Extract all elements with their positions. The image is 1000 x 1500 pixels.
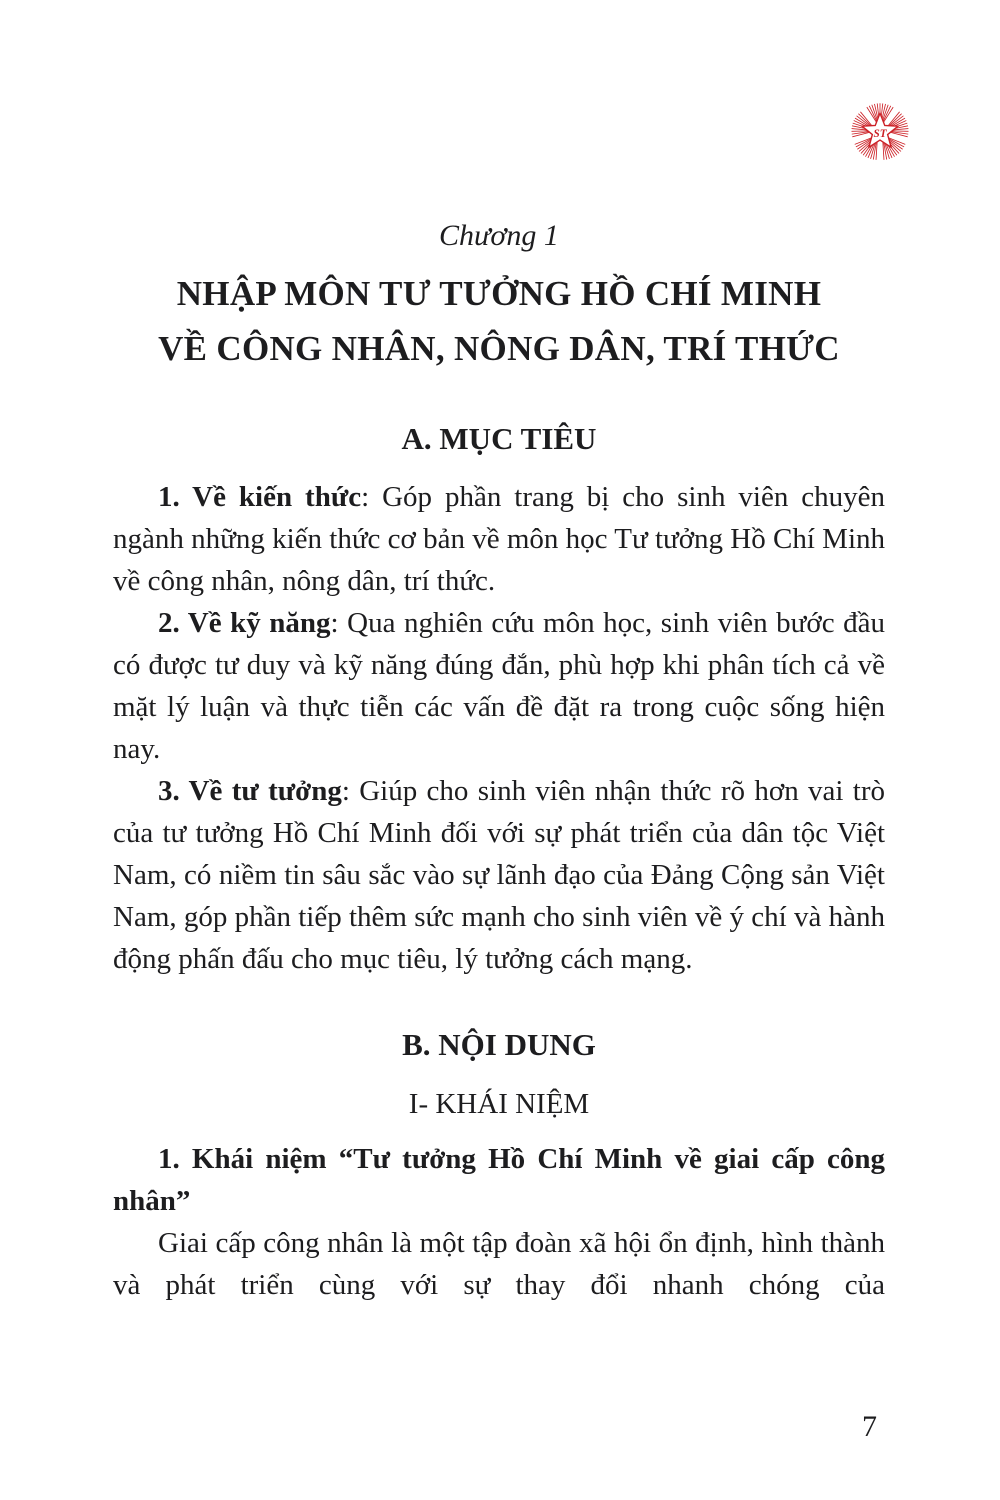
body-paragraph: Giai cấp công nhân là một tập đoàn xã hội ổn định, hình thành và phát triển cùng với sự thay đổi nhanh chóng của — [113, 1227, 885, 1301]
objective-knowledge-lead: 1. Về kiến thức — [158, 481, 362, 513]
objective-skill-paragraph — [113, 602, 885, 770]
publisher-star-logo-icon — [845, 96, 915, 168]
objective-ideology-paragraph — [113, 770, 885, 980]
objective-knowledge-text: : Góp phần trang bị cho sinh viên chuyên ngành những kiến thức cơ bản về môn học Tư tưởng Hồ Chí Minh về công nhân, nông dân, trí thức. — [113, 481, 885, 597]
objective-skill-text: : Qua nghiên cứu môn học, sinh viên bước đầu có được tư duy và kỹ năng đúng đắn, phù hợp khi phân tích cả về mặt lý luận và thực tiễn các vấn đề đặt ra trong cuộc sống hiện nay. — [113, 607, 885, 765]
objective-skill-lead: 2. Về kỹ năng — [158, 607, 331, 639]
page-number: 7 — [862, 1410, 877, 1443]
chapter-title-line-1: NHẬP MÔN TƯ TƯỞNG HỒ CHÍ MINH — [176, 274, 822, 313]
topic-heading: 1. Khái niệm “Tư tưởng Hồ Chí Minh về giai cấp công nhân” — [113, 1143, 885, 1217]
logo-monogram: ST — [873, 127, 887, 140]
section-a-heading: A. MỤC TIÊU — [401, 421, 597, 456]
chapter-title — [113, 266, 885, 376]
page-content — [113, 218, 885, 1306]
objective-ideology-lead: 3. Về tư tưởng — [158, 775, 342, 807]
section-b-heading: B. NỘI DUNG — [402, 1027, 596, 1062]
chapter-title-line-2: VỀ CÔNG NHÂN, NÔNG DÂN, TRÍ THỨC — [158, 329, 840, 368]
chapter-label: Chương 1 — [439, 219, 559, 252]
roman-numeral-subheading: I- KHÁI NIỆM — [408, 1088, 590, 1120]
objective-ideology-text: : Giúp cho sinh viên nhận thức rõ hơn vai trò của tư tưởng Hồ Chí Minh đối với sự phát triển của dân tộc Việt Nam, có niềm tin sâu sắc vào sự lãnh đạo của Đảng Cộng sản Việt Nam, góp phần tiếp thêm sức mạnh cho sinh viên về ý chí và hành động phấn đấu cho mục tiêu, lý tưởng cách mạng. — [113, 775, 885, 975]
objective-knowledge-paragraph — [113, 476, 885, 602]
